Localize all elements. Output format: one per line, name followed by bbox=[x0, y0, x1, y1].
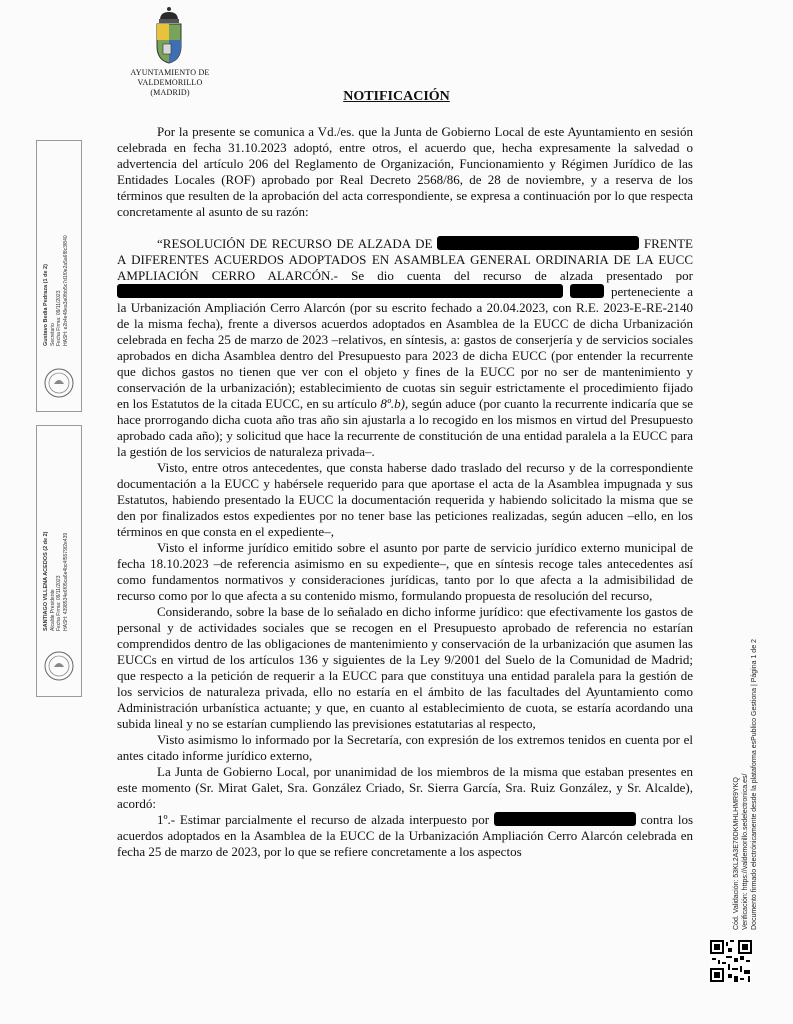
signature-text-2 bbox=[43, 431, 69, 631]
signature-date: Fecha Firma: 09/11/2023 bbox=[56, 290, 62, 346]
resolucion-text: Se dio cuenta del recurso de alzada presentado por bbox=[351, 268, 694, 283]
acuerdo-1-text-cont: contra los acuerdos adoptados en la Asamblea de la EUCC de la Urbanización Ampliación Cerro Alarcón celebrada en fecha 25 de marzo de 2023, por lo que se refiere concretamente a los aspectos bbox=[117, 812, 694, 859]
paragraph-intro: Por la presente se comunica a Vd./es. que la Junta de Gobierno Local de este Ayuntamiento en sesión celebrada en fecha 31.10.2023 adoptó, entre otros, el acuerdo que, hecha expresamente la salvedad o advertencia del artículo 206 del Reglamento de Organización, Funcionamiento y Régimen Jurídico de las Entidades Locales (ROF) aprobado por Real Decreto 2568/86, de 28 de noviembre, y a reserva de los términos que resulten de la aprobación del acta correspondiente, se expresa a continuación por lo que respecta concretamente al asunto de su razón: bbox=[117, 124, 693, 219]
paragraph-visto-1: Visto, entre otros antecedentes, que consta haberse dado traslado del recurso y de la correspondiente documentación a la EUCC y habérsele requerido para que aportase el acta de la Asamblea impugnada y sus Estatutos, habiendo presentado la EUCC la documentación requerida y habiendo solicitado la misma que se den por finalizados estos expedientes por no tener base las peticiones realizadas, según aducen –ello, en los términos en que consta en el expediente–, bbox=[117, 460, 693, 539]
document-body bbox=[117, 124, 693, 860]
acuerdo-1-text: 1º.- Estimar parcialmente el recurso de alzada interpuesto por bbox=[157, 812, 490, 827]
signature-block-2 bbox=[36, 425, 82, 697]
paragraph-acuerdo-1 bbox=[117, 812, 693, 860]
official-seal-icon bbox=[43, 367, 75, 399]
document-title: NOTIFICACIÓN bbox=[343, 89, 450, 104]
signature-text-1 bbox=[43, 146, 69, 346]
resolucion-article-ref: 8º.b) bbox=[380, 396, 405, 411]
resolucion-subject: FRENTE A DIFERENTES ACUERDOS ADOPTADOS EN ASAMBLEA GENERAL ORDINARIA DE LA EUCC AMPLIACIÓN CERRO ALARCÓN.- bbox=[117, 236, 693, 283]
signature-block-1 bbox=[36, 140, 82, 412]
validation-note bbox=[732, 630, 759, 930]
resolucion-text-end: , según aduce (por cuanto la recurrente indicaría que se hace prorrogando dicha cuota año tras año sin ajustarla a lo recogido en los mismos en virtud del Presupuesto aprobado cada año); y solicitud que hace la recurrente de constitución de una entidad paralela a la EUCC para la gestión de los servicios de naturaleza privada–. bbox=[117, 396, 694, 459]
paragraph-resolucion bbox=[117, 236, 693, 460]
platform-note: Documento firmado electrónicamente desde la plataforma esPublico Gestiona | Página 1 de 2 bbox=[751, 639, 758, 930]
redaction-bar bbox=[570, 284, 604, 298]
paragraph-visto-3: Visto asimismo lo informado por la Secretaría, con expresión de los extremos tenidos en cuenta por el antes citado informe jurídico externo, bbox=[117, 732, 693, 763]
signature-hash: HASH: 4398534e6f05ca6e4bc4f5579f2e439 bbox=[62, 532, 69, 631]
resolucion-text-cont: perteneciente a la Urbanización Ampliación Cerro Alarcón (por su escrito fechado a 20.04.2023, con R.E. 2023-E-RE-2140 de la misma fecha), frente a diversos acuerdos adoptados en Asamblea de la EUCC de dicha Urbanización celebrada en fecha 25 de marzo de 2023 –relativos, en síntesis, a: gastos de conserjería y de servicios sociales aprobados en dicha Asamblea dentro del Presupuesto para 2023 de dicha EUCC (por entender la recurrente que dichos gastos no tienen que ver con el objeto y fines de la EUCC por no ser de mantenimiento y conservación de la urbanización); establecimiento de cuotas sin seguir estrictamente el procedimiento fijado en los Estatutos de la citada EUCC, en su artículo bbox=[117, 284, 694, 411]
official-seal-icon bbox=[43, 650, 75, 682]
signer-name: SANTIAGO VILLENA ACEDOS (2 de 2) bbox=[43, 531, 49, 631]
redaction-bar bbox=[437, 236, 639, 250]
resolucion-heading: “RESOLUCIÓN DE RECURSO DE ALZADA DE bbox=[157, 236, 433, 251]
signer-role: Alcalde Presidente bbox=[49, 589, 56, 631]
redaction-bar bbox=[117, 284, 563, 298]
paragraph-visto-2: Visto el informe jurídico emitido sobre el asunto por parte de servicio jurídico externo municipal de fecha 18.10.2023 –de referencia asimismo en su expediente–, que en síntesis recoge tales antecedentes así como fundamentos normativos y consideraciones jurídicas, tanto por lo que afecta a la admisibilidad de recurso como por lo que afecta a su contenido mismo, formulando propuesta de resolución del recurso, bbox=[117, 540, 693, 603]
institution-name: AYUNTAMIENTO DE VALDEMORILLO bbox=[130, 68, 210, 87]
paragraph-considerando: Considerando, sobre la base de lo señalado en dicho informe jurídico: que efectivamente los gastos de personal y de actividades sociales que se recogen en el Presupuesto aprobado de referencia no estarían comprendidos dentro de las obligaciones de mantenimiento y conservación de la urbanización que asumen las EUCCs en virtud de los artículos 136 y siguientes de la Ley 9/2001 del Suelo de la Comunidad de Madrid; que respecto a la petición de requerir a la EUCC para que constituya una entidad paralela para la gestión de los servicios de naturaleza privada, ello no estaría en el ámbito de las facultades del Ayuntamiento como Administración urbanística actuante; y que, en cuanto al establecimiento de cuota, se estaría acordando una subida lineal y no se estarían cumpliendo las previsiones estatutarias al respecto, bbox=[117, 604, 693, 731]
redaction-bar bbox=[494, 812, 636, 826]
paragraph-junta: La Junta de Gobierno Local, por unanimidad de los miembros de la misma que estaban presentes en este momento (Sr. Mirat Galet, Sra. González Criado, Sr. Sierra García, Sra. Ruiz González, y Sr. Alcalde), acordó: bbox=[117, 764, 693, 811]
municipal-crest-icon bbox=[152, 6, 186, 64]
validation-code: Cód. Validación: 53KL2A3E76DKMHLHMR9YKQ bbox=[733, 777, 740, 930]
qr-code-icon bbox=[710, 940, 752, 982]
signer-role: Secretario bbox=[49, 323, 56, 346]
institution-region: (MADRID) bbox=[150, 88, 190, 97]
signer-name: Gustavo Bedia Pedraza (1 de 2) bbox=[43, 264, 49, 346]
verification-url: Verificación: https://valdemorillo.sedelectronica.es/ bbox=[742, 773, 749, 930]
signature-date: Fecha Firma: 09/11/2023 bbox=[56, 575, 62, 631]
signature-hash: HASH: e2b4e48ea3a0fbb5c7d1f0e2a5a6f8c3f840 bbox=[62, 235, 69, 346]
